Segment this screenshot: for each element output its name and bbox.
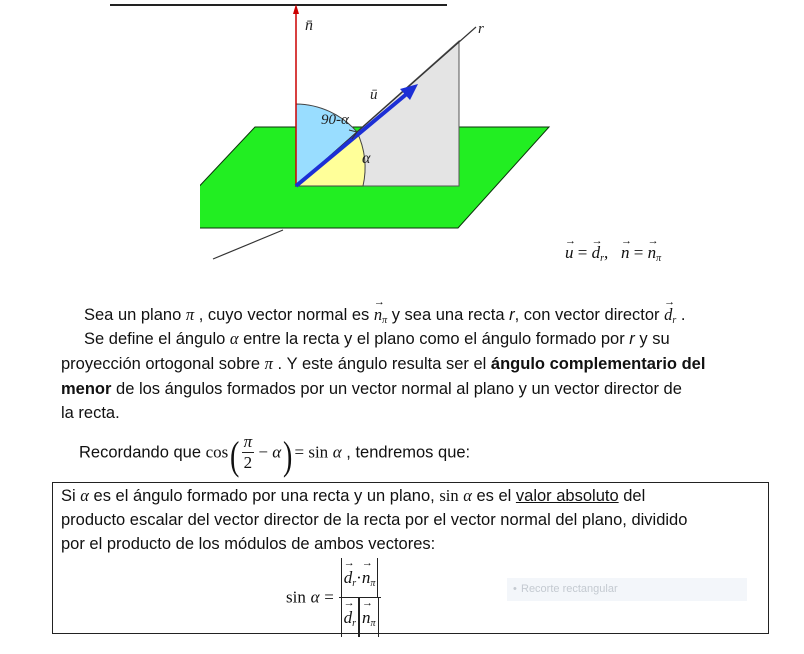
vector-d-r: → $d_r$ <box>664 296 677 326</box>
pi-over-two: $\frac{\pi}{2}$ <box>243 432 253 473</box>
box-line-1: Si α es el ángulo formado por una recta y un plano, sin α es el valor absoluto del <box>61 486 646 505</box>
caption-npi: → $n_\pi$ <box>647 235 662 264</box>
complement-label: 90-α <box>321 112 349 128</box>
rectangular-snip-button[interactable]: • Recorte rectangular <box>507 578 747 601</box>
paragraph-2-line-4: la recta. <box>61 404 120 422</box>
caption-dr: → $d_r$ <box>591 235 604 264</box>
modulus-n: → $n_\pi$ <box>359 598 379 637</box>
box-line-3: por el producto de los módulos de ambos vectores: <box>61 535 436 553</box>
angle-label: α <box>362 150 371 167</box>
formula-fraction <box>339 558 381 637</box>
box-line-2: producto escalar del vector director de la recta por el vector normal del plano, dividido <box>61 511 688 529</box>
paragraph-2-line-2: proyección ortogonal sobre π . Y este ángulo resulta ser el ángulo complementario del <box>61 354 706 373</box>
paragraph-1: Sea un plano π , cuyo vector normal es → $n_\pi$ y sea una recta r, con vector director → $d_r$ . <box>84 297 685 332</box>
theorem-box <box>52 482 769 634</box>
dot-product-abs: → $d_r\cdot$ → $n_\pi$ <box>341 558 379 597</box>
recalling-line: Recordando que cos( $\frac{\pi}{2}$ − α) = sin α , tendremos que: <box>79 432 471 478</box>
caption-u: → u <box>565 235 576 262</box>
geometry-figure <box>200 0 570 265</box>
director-label: ū <box>370 87 378 103</box>
caption-n: → n <box>621 235 632 262</box>
line-r-below <box>213 230 283 259</box>
normal-arrowhead <box>293 4 299 14</box>
modulus-d: → $d_r$ <box>341 598 359 637</box>
sine-formula: sin α = → $d_r\cdot$ → $n_\pi$ → $d_r$ → $n_\pi$ <box>286 558 381 637</box>
line-label: r <box>478 21 484 37</box>
paragraph-2-line-1: Se define el ángulo α entre la recta y el plano como el ángulo formado por r y su <box>84 329 670 348</box>
absolute-value-term: valor absoluto <box>515 487 619 505</box>
vector-n-pi: → $n_\pi$ <box>373 296 388 326</box>
normal-label: n̄ <box>305 17 313 34</box>
paragraph-2-line-3: menor de los ángulos formados por un vector normal al plano y un vector director de <box>61 380 682 398</box>
figure-caption: → u = → $d_r$, → n = → $n_\pi$ <box>565 235 662 264</box>
